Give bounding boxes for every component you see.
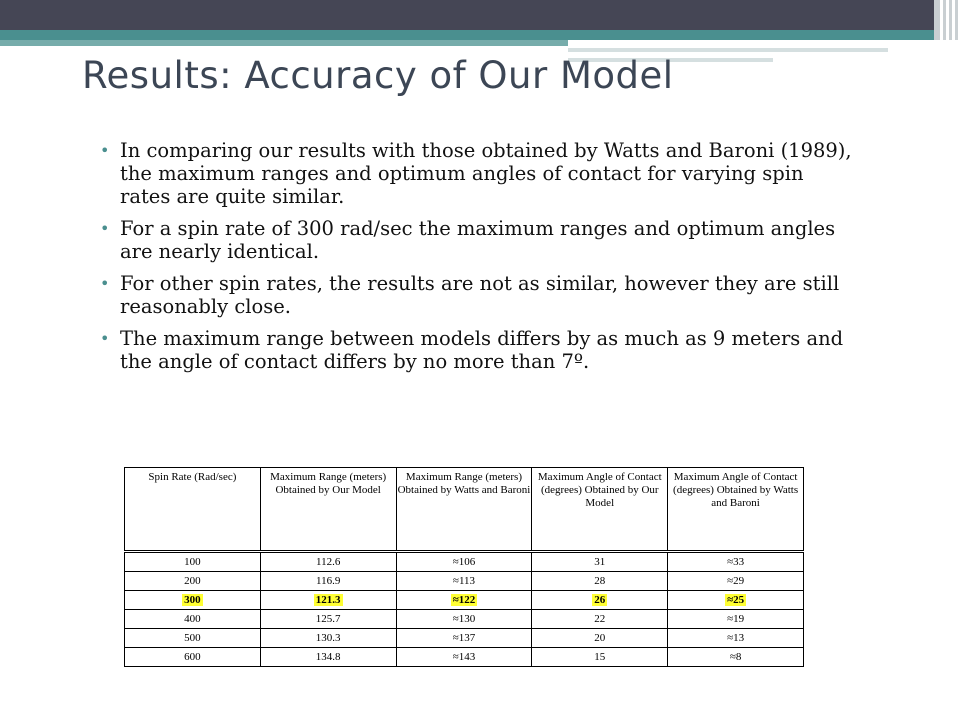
column-header-spin-rate: Spin Rate (Rad/sec) <box>125 468 261 552</box>
table-cell: 130.3 <box>260 629 396 648</box>
table-cell: ≈137 <box>396 629 532 648</box>
highlighted-value: 121.3 <box>315 594 341 606</box>
table-cell: 116.9 <box>260 572 396 591</box>
column-header-angle-watts: Maximum Angle of Contact (degrees) Obtained by Watts and Baroni <box>668 468 804 552</box>
table-cell: 28 <box>532 572 668 591</box>
table-cell: ≈13 <box>668 629 804 648</box>
table-cell: 400 <box>125 610 261 629</box>
column-header-range-ours: Maximum Range (meters) Obtained by Our Model <box>260 468 396 552</box>
table-cell: 600 <box>125 648 261 667</box>
table-cell <box>396 591 532 610</box>
header-bar-accent <box>0 30 934 40</box>
table-row <box>125 572 804 591</box>
table-cell: ≈130 <box>396 610 532 629</box>
highlighted-value: ≈122 <box>452 594 476 606</box>
results-table <box>124 467 804 667</box>
highlighted-value: 26 <box>594 594 606 606</box>
table-cell: 20 <box>532 629 668 648</box>
bullet-item: • The maximum range between models differs by as much as 9 meters and the angle of contact differs by no more than 7º. <box>100 327 860 373</box>
table-cell: ≈33 <box>668 552 804 572</box>
table-row <box>125 648 804 667</box>
table-cell: ≈113 <box>396 572 532 591</box>
table-cell: ≈19 <box>668 610 804 629</box>
table-cell: 200 <box>125 572 261 591</box>
table-cell: 125.7 <box>260 610 396 629</box>
table-cell <box>125 591 261 610</box>
bullet-item: • For a spin rate of 300 rad/sec the maximum ranges and optimum angles are nearly identical. <box>100 217 860 263</box>
column-header-range-watts: Maximum Range (meters) Obtained by Watts and Baroni <box>396 468 532 552</box>
table-cell: 100 <box>125 552 261 572</box>
table-header-row <box>125 468 804 552</box>
table-cell: 500 <box>125 629 261 648</box>
column-header-angle-ours: Maximum Angle of Contact (degrees) Obtained by Our Model <box>532 468 668 552</box>
table-cell: 112.6 <box>260 552 396 572</box>
bullet-item: • For other spin rates, the results are not as similar, however they are still reasonably close. <box>100 272 860 318</box>
slide-title: Results: Accuracy of Our Model <box>82 54 674 97</box>
highlighted-value: ≈25 <box>727 594 745 606</box>
table-cell: ≈8 <box>668 648 804 667</box>
table-cell <box>532 591 668 610</box>
bullet-list <box>100 139 860 382</box>
header-decor-line <box>568 48 888 52</box>
table-cell: ≈143 <box>396 648 532 667</box>
table-cell: 31 <box>532 552 668 572</box>
table-cell <box>668 591 804 610</box>
table-cell <box>260 591 396 610</box>
table-row <box>125 552 804 572</box>
table-row-highlighted <box>125 591 804 610</box>
corner-decor <box>934 0 960 40</box>
header-bar-dark <box>0 0 934 30</box>
table-row <box>125 629 804 648</box>
header-bar-accent-light <box>0 40 568 46</box>
highlighted-value: 300 <box>184 594 201 606</box>
table-cell: 22 <box>532 610 668 629</box>
table-cell: ≈29 <box>668 572 804 591</box>
table-cell: 134.8 <box>260 648 396 667</box>
table-row <box>125 610 804 629</box>
bullet-item: • In comparing our results with those obtained by Watts and Baroni (1989), the maximum ranges and optimum angles of contact for varying spin rates are quite similar. <box>100 139 860 208</box>
table-cell: 15 <box>532 648 668 667</box>
table-cell: ≈106 <box>396 552 532 572</box>
